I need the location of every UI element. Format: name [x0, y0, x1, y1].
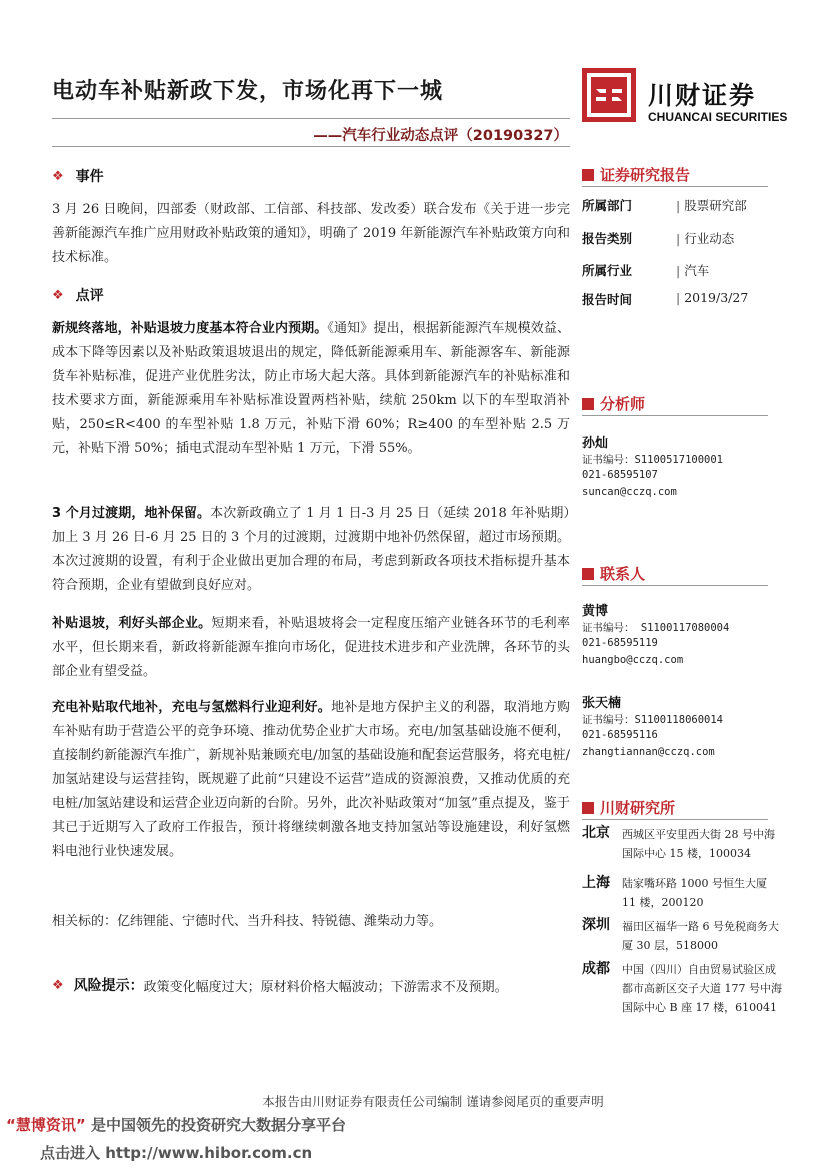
watermark-line — [6, 1114, 346, 1135]
company-name-cn: 川财证券 — [648, 81, 757, 110]
office-city: 上海 — [582, 875, 610, 891]
watermark-text: 是中国领先的投资研究大数据分享平台 — [90, 1116, 346, 1134]
contact-name: 张天楠 — [582, 696, 622, 711]
report-heading: 证券研究报告 — [582, 164, 690, 185]
analyst-phone: 021-68595107 — [582, 469, 658, 481]
info-label-category: 报告类别 — [582, 231, 633, 246]
risk-warning: ❖ 风险提示： 政策变化幅度过大；原材料价格大幅波动；下游需求不及预期。 — [52, 977, 508, 995]
watermark-brand: “慧博资讯” — [6, 1116, 86, 1134]
comment-heading: ❖ 点评 — [52, 287, 104, 304]
info-value-industry: | 汽车 — [676, 261, 709, 279]
contact-email[interactable]: zhangtiannan@cczq.com — [582, 746, 715, 758]
sidebar-rule — [582, 819, 768, 820]
analyst-heading: 分析师 — [582, 393, 645, 414]
contact-email[interactable]: huangbo@cczq.com — [582, 654, 684, 666]
paragraph-lead: 补贴退坡，利好头部企业。 — [52, 616, 212, 631]
paragraph-lead: 充电补贴取代地补，充电与氢燃料行业迎利好。 — [52, 700, 332, 715]
event-paragraph: 3 月 26 日晚间，四部委（财政部、工信部、科技部、发改委）联合发布《关于进一步完善新能源汽车推广应用财政补贴政策的通知》，明确了 2019 年新能源汽车补贴政策方向和技术标准。 — [52, 202, 570, 265]
office-city: 深圳 — [582, 917, 610, 933]
sidebar-rule — [582, 585, 768, 586]
contact-cert: 证书编号：S1100118060014 — [582, 714, 724, 726]
info-value-department: | 股票研究部 — [676, 196, 747, 214]
report-title: 电动车补贴新政下发，市场化再下一城 — [52, 79, 444, 104]
info-value-date: | 2019/3/27 — [676, 290, 748, 305]
office-address: 陆家嘴环路 1000 号恒生大厦 11 楼，200120 — [622, 877, 767, 909]
info-label-department: 所属部门 — [582, 198, 633, 213]
office-address: 中国（四川）自由贸易试验区成都市高新区交子大道 177 号中海国际中心 B 座 17 楼，610041 — [622, 963, 782, 1014]
red-square-icon — [582, 568, 594, 580]
watermark-link[interactable]: 点击进入 http://www.hibor.com.cn — [40, 1144, 313, 1162]
contact-cert: 证书编号： S1100117080004 — [582, 622, 730, 634]
diamond-bullet-icon: ❖ — [52, 977, 64, 993]
contact-heading: 联系人 — [582, 563, 645, 584]
sidebar-rule — [582, 415, 768, 416]
red-square-icon — [582, 398, 594, 410]
analyst-email[interactable]: suncan@cczq.com — [582, 486, 677, 498]
red-square-icon — [582, 169, 594, 181]
comment-paragraph-3: 补贴退坡，利好头部企业。短期来看，补贴退坡将会一定程度压缩产业链各环节的毛利率水平，但长期来看，新政将新能源车推向市场化，促进技术进步和产业洗牌，各环节的头部企业有望受益。 — [52, 616, 570, 679]
comment-paragraph-2: 3 个月过渡期，地补保留。本次新政确立了 1 月 1 日-3 月 25 日（延续 2018 年补贴期）加上 3 月 26 日-6 月 25 日的 3 个月的过渡期，过渡期中地补仍然保留，超过市场预期。本次过渡期的设置，有利于企业做出更加合理的布局，考虑到新政各项技术指标提升基本符合预期，企业有望做到良好应对。 — [52, 506, 570, 593]
analyst-cert: 证书编号：S1100517100001 — [582, 454, 724, 466]
diamond-bullet-icon: ❖ — [52, 168, 64, 184]
analyst-name: 孙灿 — [582, 436, 609, 451]
contact-name: 黄博 — [582, 604, 609, 619]
event-heading: ❖ 事件 — [52, 168, 104, 185]
red-square-icon — [582, 802, 594, 814]
office-address: 西城区平安里西大街 28 号中海国际中心 15 楼，100034 — [622, 828, 775, 860]
office-city: 北京 — [582, 825, 610, 841]
info-value-category: | 行业动态 — [676, 229, 734, 247]
header-rule-bottom — [52, 146, 570, 147]
comment-paragraph-4: 充电补贴取代地补，充电与氢燃料行业迎利好。地补是地方保护主义的利器，取消地方购车补贴有助于营造公平的竞争环境、推动优势企业扩大市场。充电/加氢基础设施不便利，直接制约新能源汽车推广，新规补贴兼顾充电/加氢的基础设施和配套运营服务，将充电桩/加氢站建设与运营挂钩，既规避了此前“只建设不运营”造成的资源浪费，又推动优质的充电桩/加氢站建设和运营企业迈向新的台阶。另外，此次补贴政策对“加氢”重点提及，鉴于其已于近期写入了政府工作报告，预计将继续刺激各地支持加氢站等设施建设，利好氢燃料电池行业快速发展。 — [52, 700, 570, 859]
company-logo-icon — [582, 68, 636, 122]
contact-phone: 021-68595116 — [582, 729, 658, 741]
institute-heading: 川财研究所 — [582, 797, 675, 818]
footer-disclaimer: 本报告由川财证券有限责任公司编制 谨请参阅尾页的重要声明 — [262, 1094, 604, 1109]
info-label-industry: 所属行业 — [582, 263, 633, 278]
comment-paragraph-1: 新规终落地，补贴退坡力度基本符合业内预期。《通知》提出，根据新能源汽车规模效益、成本下降等因素以及补贴政策退坡退出的规定，降低新能源乘用车、新能源客车、新能源货车补贴标准，促进产业优胜劣汰，防止市场大起大落。具体到新能源汽车的补贴标准和技术要求方面，新能源乘用车补贴标准设置两档补贴，续航 250km 以下的车型取消补贴，250≤R<400 的车型补贴 1.8 万元，补贴下滑 60%；R≥400 的车型补贴 2.5 万元，补贴下滑 50%；插电式混动车型补贴 1 万元，下滑 55%。 — [52, 321, 570, 456]
related-stocks: 相关标的：亿纬锂能、宁德时代、当升科技、特锐德、潍柴动力等。 — [52, 914, 443, 929]
info-label-date: 报告时间 — [582, 292, 633, 307]
sidebar-rule — [582, 186, 768, 187]
header-rule — [52, 118, 570, 119]
diamond-bullet-icon: ❖ — [52, 287, 64, 303]
office-address: 福田区福华一路 6 号免税商务大厦 30 层，518000 — [622, 920, 779, 952]
office-city: 成都 — [582, 961, 610, 977]
contact-phone: 021-68595119 — [582, 637, 658, 649]
paragraph-lead: 新规终落地，补贴退坡力度基本符合业内预期。 — [52, 321, 328, 336]
company-name-en: CHUANCAI SECURITIES — [648, 110, 788, 124]
report-subtitle: ——汽车行业动态点评（20190327） — [313, 128, 568, 144]
paragraph-lead: 3 个月过渡期，地补保留。 — [52, 506, 211, 521]
